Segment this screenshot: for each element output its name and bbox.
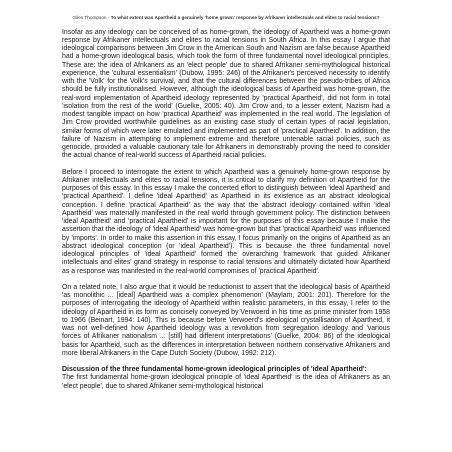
header-author: Giles Thompson [72,15,107,20]
paragraph-introduction: Insofar as any ideology can be conceived of as home-grown, the ideology of Apartheid was a home-grown response by Afrikaner intellectuals and elites to racial tensions in South Africa. In this essay I argue that ideological comparisons between Jim Crow in the American South and Nazism are false because Apartheid had a home-grown ideological basis, which took the form of three fundamental novel ideological principles. These are: the idea of Afrikaners as an 'elect people' due to shared Afrikaner semi-mythological historical experience, the 'cultural essentialism' (Dubow, 1995: 246) of the Afrikaner's perceived necessity to identify with the 'Volk' for the Volk's survival, and that the cultural differences between the pseudo-tribes of Africa should be fully institutionalised. However, although the ideological basis of Apartheid was home-grown, the real-word implementation of Apartheid ideology represented by 'practical Apartheid', did not form in total 'isolation from the rest of the world' (Guelke, 2005: 40). Jim Crow and, to a lesser extent, Nazism had a modest tangible impact on how 'practical Apartheid' was implemented in the real world. The legislation of Jim Crow provided worthwhile guidelines as an existing case study of certain types of racial legislation, similar forms of which were later emulated and implemented as part of 'practical Apartheid'. In addition, the failure of Nazism in attempting to implement extreme and therefore untenable racial policies, such as genocide, provided a valuable cautionary tale for Afrikaners in demonstrably proving the need to consider the actual chance of real-world success of Apartheid racial policies. [62,28,390,160]
section-heading: Discussion of the three fundamental home-grown ideological principles of 'ideal Apartheid': [62,366,367,374]
header-separator: - [106,15,111,20]
paragraph-related-note: On a related note, I also argue that it would be reductionist to assert that the ideological basis of Apartheid 'as monolithic ... [ideal] Apartheid was a complex phenomenon' (Maylam, 2001: 201). Therefore for the purposes of interrogating the ideology of Apartheid within realistic parameters, in this essay, I refer to the ideology of Apartheid in its form as concisely conveyed by Verwoerd in his time as prime minister from 1958 to 1966 (Beinart, 1994: 140). This is because before Verwoerd's ideological crystallisation of Apartheid, it was not well-defined how Apartheid ideology was a revolution from segregation ideology and 'various forces of Afrikaner nationalism ... [still] had different interpretations' (Guelke, 2004: 86) of the ideological basis for Apartheid, such as the differences in interpretation between northern conservative Afrikaners and more liberal Afrikaners in the Cape Dutch Society (Dubow, 1992: 212). [62,283,390,357]
paragraph-definitions: Before I proceed to interrogate the extent to which Apartheid was a genuinely home-grown response by Afrikaner intellectuals and elites to racial tensions, it is critical to clarify my definition of Apartheid for the purposes of this essay. In this essay I make the concerted effort to distinguish between 'ideal Apartheid' and 'practical Apartheid'. I define 'ideal Apartheid' as Apartheid in its existence as an abstract ideological conception. I define 'practical Apartheid' as the way that the abstract ideology contained within 'ideal Apartheid' was materially manifested in the real world through government policy. The distinction between 'ideal Apartheid' and 'practical Apartheid' is important for the purposes of this essay because I make the assertion that the ideology of 'ideal Apartheid' was home-grown but that 'practical Apartheid' was influenced by 'imports'. In order to make this assertion in this essay, I focus primarily on the origins of Apartheid as an abstract ideological conception (or 'ideal Apartheid'). This is because the three fundamental novel ideological principles of 'ideal Apartheid' formed the overarching framework that guided Afrikaner intellectuals and elites' grand strategy in response to racial tensions and ultimately dictated how Apartheid as a response was manifested in the real-world compromises of 'practical Apartheid'. [62,168,390,275]
header-title: To what extent was Apartheid a genuinely 'home grown' response by Afrikaner intellectuals and elites to racial tensions? [110,15,380,20]
running-header [62,15,390,21]
section-paragraph: The first fundamental home-grown ideological principle of 'ideal Apartheid' is the idea of Afrikaners as an 'elect people', due to shared Afrikaner semi-mythological historical [62,374,390,390]
